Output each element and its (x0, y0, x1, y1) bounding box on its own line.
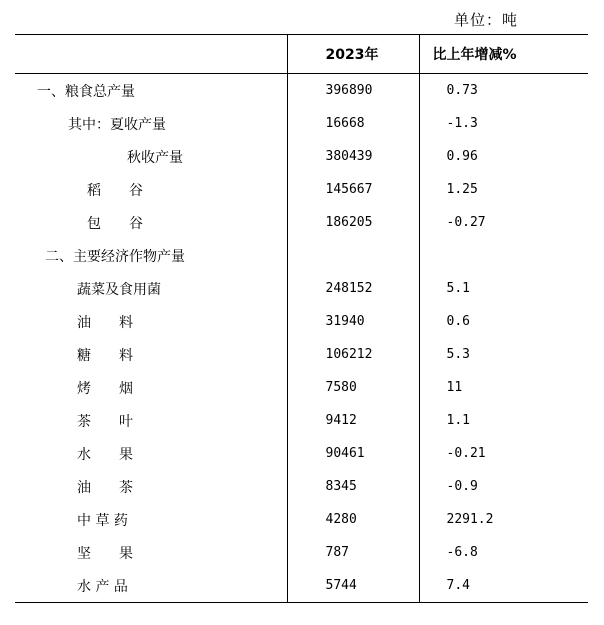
row-value: 4280 (287, 503, 419, 536)
row-label: 烤 烟 (77, 380, 133, 397)
row-value: 380439 (287, 140, 419, 173)
row-value: 16668 (287, 107, 419, 140)
table-row (15, 371, 588, 404)
row-value: 9412 (287, 404, 419, 437)
row-change: -1.3 (419, 107, 588, 140)
row-label: 油 茶 (77, 479, 133, 496)
row-change: 1.25 (419, 173, 588, 206)
row-value: 186205 (287, 206, 419, 239)
row-label: 糖 料 (77, 347, 133, 364)
table-row (15, 404, 588, 437)
row-value: 396890 (287, 74, 419, 108)
unit-label: 单位：吨 (454, 11, 519, 29)
row-change: 2291.2 (419, 503, 588, 536)
row-label: 油 料 (77, 314, 133, 331)
row-label: 坚 果 (77, 545, 133, 562)
row-change: 0.73 (419, 74, 588, 108)
header-item (15, 35, 287, 74)
row-change: 0.96 (419, 140, 588, 173)
row-value: 8345 (287, 470, 419, 503)
row-value: 106212 (287, 338, 419, 371)
row-value: 145667 (287, 173, 419, 206)
table-row (15, 239, 588, 272)
row-label: 水 产 品 (15, 569, 287, 603)
table-row (15, 305, 588, 338)
table-row (15, 569, 588, 603)
header-row (15, 35, 588, 74)
row-change: 0.6 (419, 305, 588, 338)
row-label: 茶 叶 (77, 413, 133, 430)
row-change: -0.21 (419, 437, 588, 470)
row-label: 蔬菜及食用菌 (77, 281, 161, 298)
table-row (15, 107, 588, 140)
table-row (15, 206, 588, 239)
table-row (15, 470, 588, 503)
row-value: 5744 (287, 569, 419, 603)
table-row (15, 338, 588, 371)
row-label: 二、主要经济作物产量 (45, 248, 185, 265)
table-row (15, 140, 588, 173)
row-value: 787 (287, 536, 419, 569)
row-change: -6.8 (419, 536, 588, 569)
table-row (15, 437, 588, 470)
row-change: -0.9 (419, 470, 588, 503)
row-value: 248152 (287, 272, 419, 305)
row-label: 秋收产量 (127, 149, 183, 166)
row-value: 31940 (287, 305, 419, 338)
row-change: 5.3 (419, 338, 588, 371)
table-row (15, 503, 588, 536)
table-row (15, 173, 588, 206)
row-label: 包 谷 (87, 215, 143, 232)
production-table (15, 34, 588, 603)
header-year: 2023年 (287, 35, 419, 74)
row-change: 11 (419, 371, 588, 404)
row-label: 水 果 (77, 446, 133, 463)
table-row (15, 536, 588, 569)
header-change: 比上年增减% (419, 35, 588, 74)
table-row (15, 272, 588, 305)
table-body (15, 74, 588, 603)
row-value: 7580 (287, 371, 419, 404)
table-row (15, 74, 588, 108)
row-value (287, 239, 419, 272)
row-value: 90461 (287, 437, 419, 470)
row-label: 其中：夏收产量 (68, 116, 166, 133)
row-label: 稻 谷 (87, 182, 143, 199)
row-change: 5.1 (419, 272, 588, 305)
table-header (15, 35, 588, 74)
row-label: 一、粮食总产量 (37, 83, 135, 100)
row-change: -0.27 (419, 206, 588, 239)
row-change (419, 239, 588, 272)
row-change: 7.4 (419, 569, 588, 603)
row-label: 中 草 药 (77, 512, 128, 529)
row-change: 1.1 (419, 404, 588, 437)
